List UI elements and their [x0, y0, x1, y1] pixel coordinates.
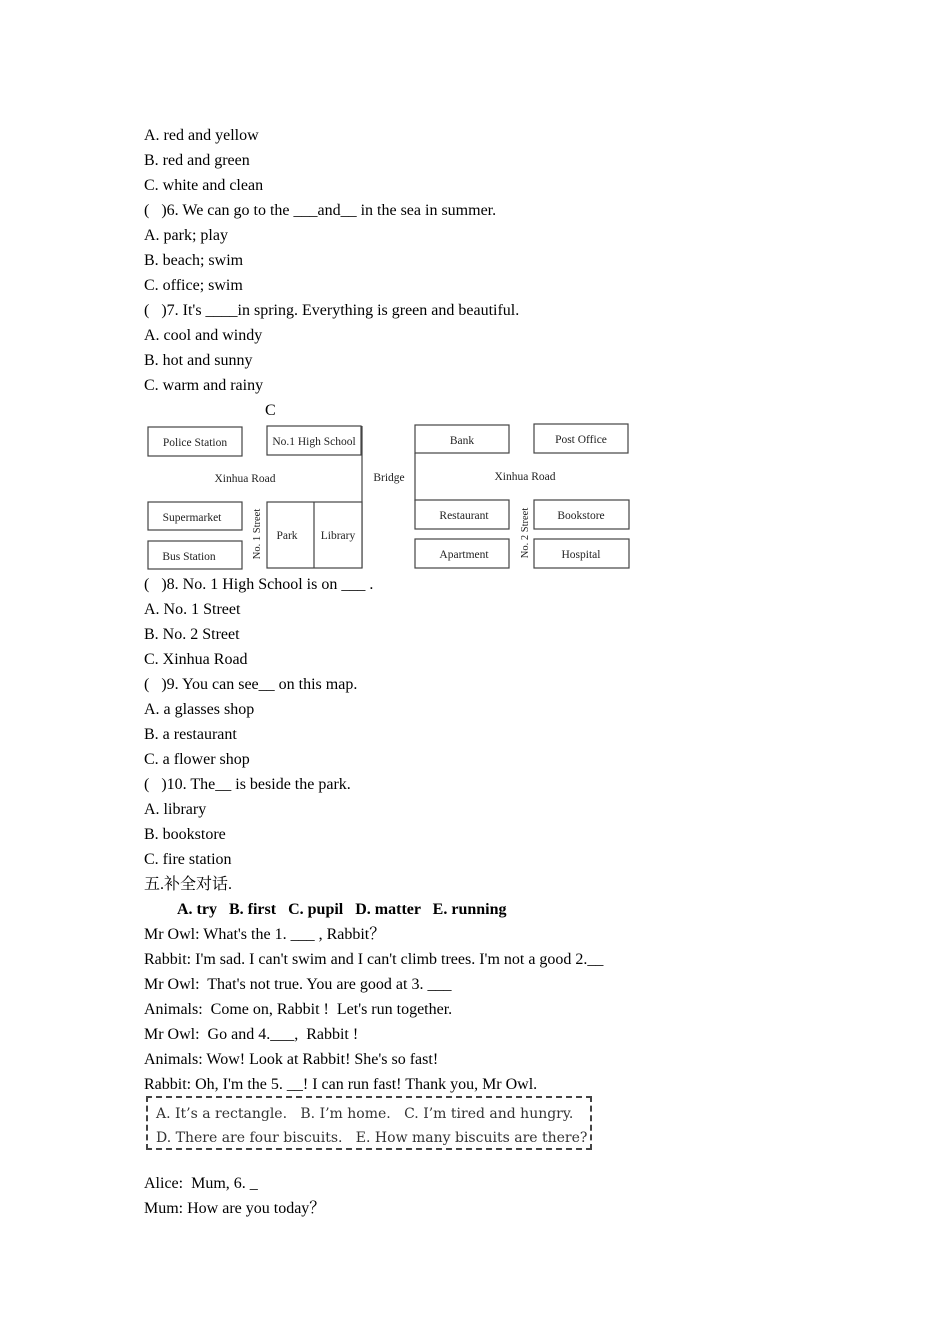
apartment-label: Apartment — [439, 549, 489, 561]
no1-street-label: No. 1 Street — [252, 508, 263, 560]
word-bank: A. try B. first C. pupil D. matter E. running — [177, 901, 507, 918]
dialogue-line: Mr Owl: That's not true. You are good at 3. ___ — [144, 976, 452, 993]
question-9: ( )9. You can see__ on this map. — [144, 676, 358, 693]
option-line: A. cool and windy — [144, 327, 263, 344]
police-station-label: Police Station — [162, 437, 228, 449]
option-line: B. No. 2 Street — [144, 626, 240, 643]
dialogue-line: Rabbit: Oh, I'm the 5. __! I can run fast! Thank you, Mr Owl. — [144, 1076, 538, 1093]
option-line: C. office; swim — [144, 277, 243, 294]
dialogue-line: Mr Owl: What's the 1. ___ , Rabbit？ — [144, 926, 386, 943]
no2-street-label: No. 2 Street — [520, 507, 531, 559]
supermarket-label: Supermarket — [162, 512, 222, 524]
option-line: C. Xinhua Road — [144, 651, 248, 668]
option-line: B. bookstore — [144, 826, 226, 843]
option-line: B. a restaurant — [144, 726, 237, 743]
post-office-label: Post Office — [555, 434, 607, 446]
xinhua-road-left-label: Xinhua Road — [214, 473, 276, 485]
option-line: A. a glasses shop — [144, 701, 255, 718]
dialogue-line: Mum: How are you today？ — [144, 1200, 326, 1217]
dialogue-line: Animals: Come on, Rabbit ! Let's run together. — [144, 1001, 453, 1018]
question-6: ( )6. We can go to the ___and__ in the sea in summer. — [144, 202, 497, 219]
dialogue-line: Mr Owl: Go and 4.___, Rabbit ! — [144, 1026, 359, 1043]
bank-label: Bank — [449, 435, 475, 447]
question-10: ( )10. The__ is beside the park. — [144, 776, 351, 793]
option-line: C. fire station — [144, 851, 232, 868]
option-line: B. hot and sunny — [144, 352, 253, 369]
street-map — [144, 422, 634, 572]
hospital-label: Hospital — [561, 549, 601, 561]
option-line: A. library — [144, 801, 207, 818]
dialogue-line: Animals: Wow! Look at Rabbit! She's so fast! — [144, 1051, 439, 1068]
high-school-label: No.1 High School — [272, 436, 356, 448]
option-line: A. red and yellow — [144, 127, 259, 144]
option-line: B. beach; swim — [144, 252, 244, 269]
question-8: ( )8. No. 1 High School is on ___ . — [144, 576, 374, 593]
dialogue-line: Alice: Mum, 6. _ — [144, 1175, 258, 1192]
option-box-row-1: A. It’s a rectangle. B. I’m home. C. I’m tired and hungry. — [156, 1106, 574, 1122]
restaurant-label: Restaurant — [439, 510, 489, 522]
option-box-row-2: D. There are four biscuits. E. How many biscuits are there? — [156, 1130, 588, 1146]
section-five-heading: 五.补全对话. — [144, 876, 233, 893]
bridge-label: Bridge — [373, 472, 405, 484]
section-c-label: C — [265, 402, 276, 419]
option-line: A. No. 1 Street — [144, 601, 241, 618]
park-label: Park — [276, 530, 298, 542]
option-line: C. warm and rainy — [144, 377, 264, 394]
option-line: C. a flower shop — [144, 751, 250, 768]
bookstore-label: Bookstore — [557, 510, 605, 522]
library-label: Library — [320, 530, 356, 542]
dialogue-line: Rabbit: I'm sad. I can't swim and I can't climb trees. I'm not a good 2.__ — [144, 951, 604, 968]
option-line: B. red and green — [144, 152, 250, 169]
option-line: A. park; play — [144, 227, 228, 244]
bus-station-label: Bus Station — [162, 551, 216, 563]
option-line: C. white and clean — [144, 177, 264, 194]
question-7: ( )7. It's ____in spring. Everything is green and beautiful. — [144, 302, 520, 319]
xinhua-road-right-label: Xinhua Road — [494, 471, 556, 483]
option-box — [146, 1096, 592, 1150]
